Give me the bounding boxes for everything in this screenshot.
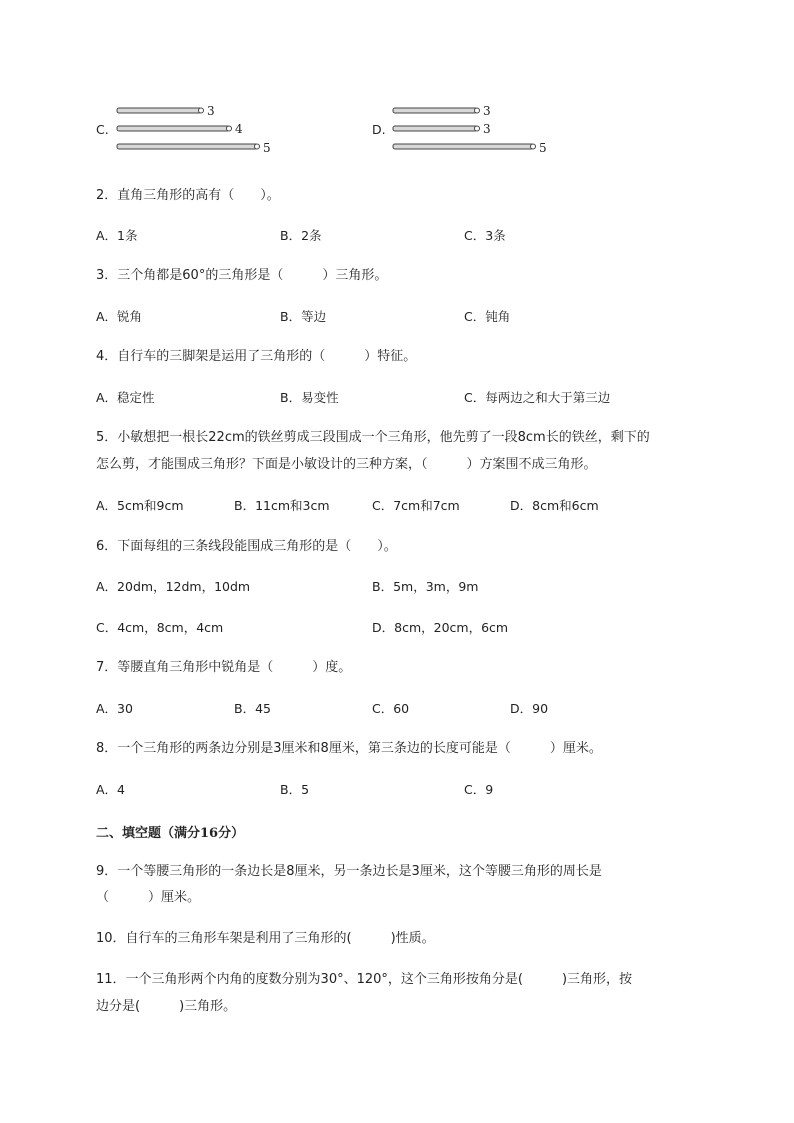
segment-d-1-length: 3 [483,104,491,118]
segment-c-1 [117,108,201,113]
question-8-option-b[interactable]: B．5 [280,782,310,797]
question-6-option-c[interactable]: C．4cm，8cm，4cm [96,620,224,635]
section-2-title: 二、填空题（满分16分） [96,826,245,841]
segment-c-2 [117,126,229,131]
question-6-text: 6．下面每组的三条线段能围成三角形的是（ ）。 [96,539,397,554]
question-9-text-line2: （ ）厘米。 [96,890,201,905]
option-d-label[interactable]: D. [372,122,386,137]
segment-d-2 [393,126,477,131]
question-7-text: 7．等腰直角三角形中锐角是（ ）度。 [96,660,352,675]
option-c-segments-figure [112,100,282,156]
question-3-option-b[interactable]: B．等边 [280,309,327,324]
question-7-option-a[interactable]: A．30 [96,701,133,716]
question-5-option-b[interactable]: B．11cm和3cm [234,498,330,513]
segment-d-2-length: 3 [483,122,491,136]
question-8-option-c[interactable]: C．9 [464,782,494,797]
question-3-option-a[interactable]: A．锐角 [96,309,143,324]
question-3-option-c[interactable]: C．钝角 [464,309,511,324]
segment-d-1 [393,108,477,113]
question-2-option-c[interactable]: C．3条 [464,228,506,243]
segment-d-3 [393,144,533,149]
option-c-label[interactable]: C. [96,122,109,137]
segment-c-3-length: 5 [263,141,271,155]
segment-d-3-length: 5 [539,141,547,155]
question-9-text-line1: 9．一个等腰三角形的一条边长是8厘米，另一条边长是3厘米，这个等腰三角形的周长是 [96,864,602,879]
segment-c-1-length: 3 [207,104,215,118]
question-5-option-d[interactable]: D．8cm和6cm [510,498,599,513]
question-7-option-d[interactable]: D．90 [510,701,549,716]
question-6-option-b[interactable]: B．5m，3m，9m [372,579,479,594]
question-4-option-c[interactable]: C．每两边之和大于第三边 [464,390,611,405]
question-11-text-line1: 11．一个三角形两个内角的度数分别为30°、120°，这个三角形按角分是( )三角形，按 [96,972,633,987]
segment-c-2-length: 4 [235,122,243,136]
question-4-text: 4．自行车的三脚架是运用了三角形的（ ）特征。 [96,349,417,364]
segment-c-3 [117,144,257,149]
question-2-text: 2．直角三角形的高有（ ）。 [96,188,280,203]
option-d-segments-figure [388,100,558,156]
question-6-option-d[interactable]: D．8cm，20cm，6cm [372,620,509,635]
question-2-option-a[interactable]: A．1条 [96,228,138,243]
question-8-option-a[interactable]: A．4 [96,782,126,797]
question-5-text-line2: 怎么剪，才能围成三角形？下面是小敏设计的三种方案，（ ）方案围不成三角形。 [96,457,597,472]
question-4-option-b[interactable]: B．易变性 [280,390,339,405]
question-11-text-line2: 边分是( )三角形。 [96,999,237,1014]
question-7-option-c[interactable]: C．60 [372,701,410,716]
question-10-text: 10．自行车的三角形车架是利用了三角形的( )性质。 [96,931,435,946]
question-5-option-a[interactable]: A．5cm和9cm [96,498,184,513]
question-5-text-line1: 5．小敏想把一根长22cm的铁丝剪成三段围成一个三角形，他先剪了一段8cm长的铁丝，剩下的 [96,430,650,445]
question-3-text: 3．三个角都是60°的三角形是（ ）三角形。 [96,268,388,283]
question-2-option-b[interactable]: B．2条 [280,228,322,243]
question-8-text: 8．一个三角形的两条边分别是3厘米和8厘米，第三条边的长度可能是（ ）厘米。 [96,741,602,756]
question-7-option-b[interactable]: B．45 [234,701,271,716]
question-5-option-c[interactable]: C．7cm和7cm [372,498,460,513]
question-6-option-a[interactable]: A．20dm，12dm，10dm [96,579,251,594]
question-4-option-a[interactable]: A．稳定性 [96,390,155,405]
